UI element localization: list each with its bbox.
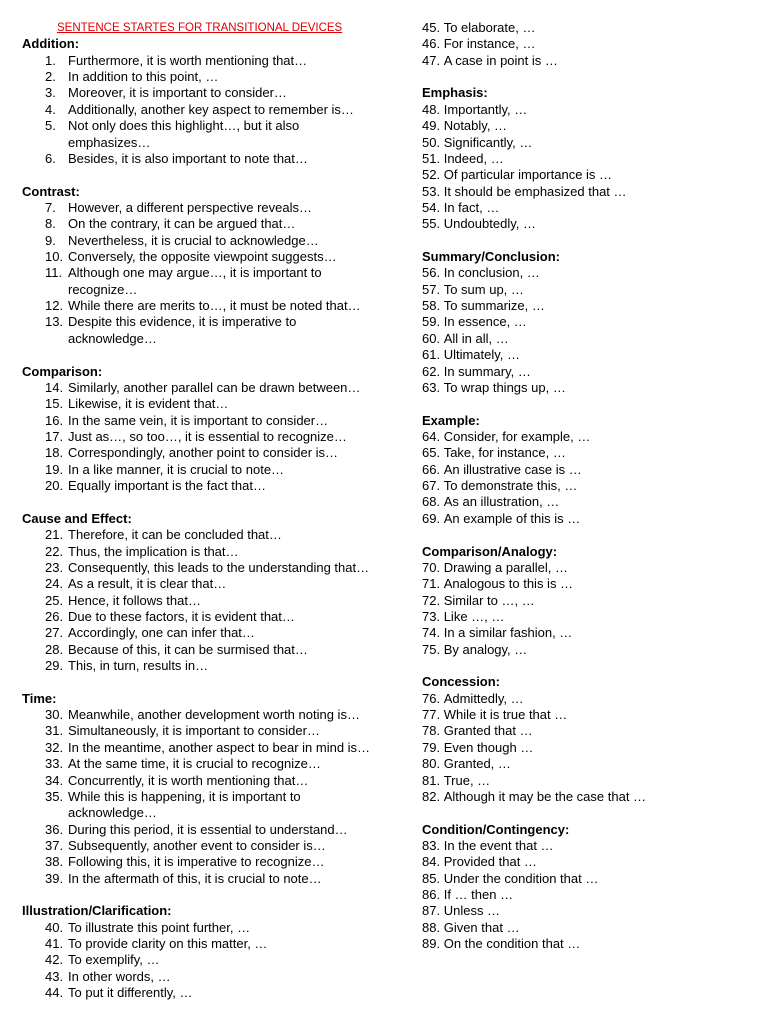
- item-number: 1.: [45, 52, 56, 68]
- list-item: [22, 429, 417, 445]
- section: [22, 903, 417, 1001]
- item-number: 52.: [422, 167, 441, 183]
- list-item: [422, 445, 752, 461]
- item-number: 67.: [422, 478, 441, 494]
- item-text: Additionally, another key aspect to remember is…: [68, 101, 354, 117]
- list-item: [422, 282, 752, 298]
- item-number: 71.: [422, 576, 441, 592]
- item-text: Of particular importance is …: [443, 167, 613, 183]
- item-text: Hence, it follows that…: [68, 592, 201, 608]
- item-number: 69.: [422, 510, 441, 526]
- item-text: While this is happening, it is important to acknowledge…: [68, 788, 301, 821]
- list-item: [22, 118, 417, 151]
- item-text: Equally important is the fact that…: [68, 478, 266, 494]
- item-number: 33.: [45, 756, 64, 772]
- item-number: 81.: [422, 772, 441, 788]
- list-item: [22, 544, 417, 560]
- item-text: Under the condition that …: [443, 870, 599, 886]
- item-number: 66.: [422, 461, 441, 477]
- item-text: It should be emphasized that …: [443, 183, 627, 199]
- list-item: [422, 593, 752, 609]
- section: [22, 691, 417, 887]
- item-number: 55.: [422, 216, 441, 232]
- list-item: [422, 887, 752, 903]
- item-text: In the aftermath of this, it is crucial to note…: [68, 870, 322, 886]
- item-number: 83.: [422, 837, 441, 853]
- item-text: Conversely, the opposite viewpoint suggests…: [68, 249, 337, 265]
- list-item: [422, 936, 752, 952]
- list-item: [422, 691, 752, 707]
- section: [22, 364, 417, 495]
- item-number: 6.: [45, 150, 56, 166]
- list-item: [422, 331, 752, 347]
- item-text: An illustrative case is …: [443, 461, 582, 477]
- item-text: In summary, …: [443, 363, 531, 379]
- item-number: 29.: [45, 658, 64, 674]
- item-number: 39.: [45, 870, 64, 886]
- list-item: [22, 380, 417, 396]
- item-number: 86.: [422, 887, 441, 903]
- item-number: 38.: [45, 854, 64, 870]
- item-text: To exemplify, …: [68, 952, 160, 968]
- list-item: [422, 364, 752, 380]
- item-text: During this period, it is essential to understand…: [68, 821, 348, 837]
- item-text: Nevertheless, it is crucial to acknowledge…: [68, 232, 319, 248]
- item-number: 78.: [422, 723, 441, 739]
- list-item: [422, 740, 752, 756]
- item-number: 2.: [45, 69, 56, 85]
- right-column: [422, 20, 752, 952]
- list-item: [422, 609, 752, 625]
- list-item: [22, 462, 417, 478]
- item-number: 4.: [45, 101, 56, 117]
- list-item: [422, 789, 752, 805]
- item-number: 40.: [45, 919, 64, 935]
- list-item: [422, 723, 752, 739]
- section-heading: Example:: [422, 412, 480, 428]
- list-item: [22, 625, 417, 641]
- list-item: [422, 920, 752, 936]
- list-item: [422, 642, 752, 658]
- list-item: [22, 609, 417, 625]
- item-number: 47.: [422, 52, 441, 68]
- item-number: 17.: [45, 428, 64, 444]
- item-number: 16.: [45, 412, 64, 428]
- section-heading: Emphasis:: [422, 85, 488, 101]
- item-text: Ultimately, …: [443, 347, 521, 363]
- list-item: [422, 53, 752, 69]
- section: [22, 511, 417, 675]
- item-text: To put it differently, …: [68, 985, 193, 1001]
- list-item: [422, 756, 752, 772]
- document-title: SENTENCE STARTES FOR TRANSITIONAL DEVICES: [57, 22, 343, 34]
- item-text: In addition to this point, …: [68, 69, 219, 85]
- section-heading: Concession:: [422, 674, 501, 690]
- item-text: Analogous to this is …: [443, 576, 574, 592]
- list-item: [22, 854, 417, 870]
- item-text: Correspondingly, another point to consider is…: [68, 445, 339, 461]
- item-number: 57.: [422, 281, 441, 297]
- list-item: [422, 871, 752, 887]
- section-heading: Cause and Effect:: [22, 510, 132, 526]
- item-number: 42.: [45, 952, 64, 968]
- item-text: Concurrently, it is worth mentioning that…: [68, 772, 309, 788]
- section-heading: Condition/Contingency:: [422, 821, 570, 837]
- item-text: Besides, it is also important to note that…: [68, 150, 308, 166]
- list-item: [22, 216, 417, 232]
- list-item: [22, 920, 417, 936]
- item-text: Just as…, so too…, it is essential to recognize…: [68, 428, 347, 444]
- section: [422, 85, 752, 232]
- section-heading: Time:: [22, 690, 57, 706]
- list-item: [22, 445, 417, 461]
- item-text: To demonstrate this, …: [443, 478, 578, 494]
- list-item: [22, 314, 417, 347]
- item-text: Admittedly, …: [443, 690, 524, 706]
- list-item: [22, 85, 417, 101]
- item-text: Unless …: [443, 903, 501, 919]
- item-number: 72.: [422, 592, 441, 608]
- list-item: [422, 560, 752, 576]
- item-number: 45.: [422, 20, 441, 35]
- item-number: 88.: [422, 919, 441, 935]
- list-item: [22, 789, 417, 822]
- item-number: 87.: [422, 903, 441, 919]
- item-text: Therefore, it can be concluded that…: [68, 527, 282, 543]
- item-text: However, a different perspective reveals…: [68, 199, 312, 215]
- list-item: [22, 560, 417, 576]
- list-item: [22, 265, 417, 298]
- item-number: 21.: [45, 527, 64, 543]
- item-number: 19.: [45, 461, 64, 477]
- left-column: [22, 20, 417, 1002]
- item-number: 12.: [45, 298, 64, 314]
- item-number: 73.: [422, 608, 441, 624]
- item-text: Consider, for example, …: [443, 428, 591, 444]
- item-number: 77.: [422, 707, 441, 723]
- item-number: 82.: [422, 788, 441, 804]
- item-text: True, …: [443, 772, 491, 788]
- item-text: Simultaneously, it is important to consider…: [68, 723, 320, 739]
- item-text: Given that …: [443, 919, 520, 935]
- list-item: [22, 658, 417, 674]
- list-item: [22, 249, 417, 265]
- item-text: In the meantime, another aspect to bear in mind is…: [68, 739, 371, 755]
- item-text: All in all, …: [443, 330, 509, 346]
- item-text: Subsequently, another event to consider is…: [68, 837, 326, 853]
- list-item: [22, 969, 417, 985]
- item-number: 37.: [45, 837, 64, 853]
- list-item: [22, 985, 417, 1001]
- item-text: Undoubtedly, …: [443, 216, 536, 232]
- item-number: 15.: [45, 396, 64, 412]
- list-item: [422, 478, 752, 494]
- list-item: [422, 118, 752, 134]
- item-number: 64.: [422, 428, 441, 444]
- list-item: [22, 298, 417, 314]
- item-number: 8.: [45, 216, 56, 232]
- item-number: 59.: [422, 314, 441, 330]
- list-item: [22, 527, 417, 543]
- list-item: [422, 576, 752, 592]
- item-text: Like …, …: [443, 608, 505, 624]
- list-item: [22, 151, 417, 167]
- item-text: As a result, it is clear that…: [68, 576, 227, 592]
- list-item: [22, 576, 417, 592]
- item-number: 62.: [422, 363, 441, 379]
- list-item: [422, 167, 752, 183]
- item-number: 14.: [45, 379, 64, 395]
- item-number: 68.: [422, 494, 441, 510]
- item-number: 65.: [422, 445, 441, 461]
- item-text: Provided that …: [443, 854, 537, 870]
- list-item: [22, 478, 417, 494]
- item-text: As an illustration, …: [443, 494, 560, 510]
- item-text: Even though …: [443, 739, 534, 755]
- item-text: To sum up, …: [443, 281, 524, 297]
- item-text: Because of this, it can be surmised that…: [68, 641, 308, 657]
- item-text: While there are merits to…, it must be noted that…: [68, 298, 361, 314]
- list-item: [422, 20, 752, 36]
- list-item: [422, 102, 752, 118]
- item-text: Drawing a parallel, …: [443, 559, 568, 575]
- list-item: [22, 838, 417, 854]
- item-number: 23.: [45, 559, 64, 575]
- list-item: [422, 135, 752, 151]
- section: [422, 249, 752, 396]
- item-number: 58.: [422, 298, 441, 314]
- item-text: Furthermore, it is worth mentioning that…: [68, 52, 308, 68]
- list-item: [22, 69, 417, 85]
- item-text: Meanwhile, another development worth noting is…: [68, 707, 360, 723]
- list-item: [422, 838, 752, 854]
- list-item: [22, 822, 417, 838]
- section-heading: Comparison/Analogy:: [422, 543, 558, 559]
- item-text: Similarly, another parallel can be drawn between…: [68, 379, 361, 395]
- list-item: [422, 314, 752, 330]
- item-text: In conclusion, …: [443, 265, 540, 281]
- item-text: A case in point is …: [443, 52, 558, 68]
- item-number: 18.: [45, 445, 64, 461]
- list-item: [422, 429, 752, 445]
- list-item: [422, 36, 752, 52]
- item-text: To summarize, …: [443, 298, 545, 314]
- item-number: 75.: [422, 641, 441, 657]
- item-text: To illustrate this point further, …: [68, 919, 251, 935]
- item-text: Not only does this highlight…, but it also emphasizes…: [68, 118, 300, 150]
- item-text: To wrap things up, …: [443, 379, 566, 395]
- list-item: [422, 380, 752, 396]
- list-item: [22, 952, 417, 968]
- item-text: In fact, …: [443, 199, 500, 215]
- item-number: 7.: [45, 199, 56, 215]
- item-text: Indeed, …: [443, 150, 504, 166]
- item-number: 41.: [45, 936, 64, 952]
- section: [422, 413, 752, 528]
- item-number: 84.: [422, 854, 441, 870]
- item-text: On the condition that …: [443, 936, 581, 952]
- item-text: Granted, …: [443, 756, 511, 772]
- list-item: [422, 511, 752, 527]
- list-item: [422, 265, 752, 281]
- item-number: 49.: [422, 118, 441, 134]
- item-number: 63.: [422, 379, 441, 395]
- list-item: [22, 102, 417, 118]
- item-number: 89.: [422, 936, 441, 952]
- item-number: 27.: [45, 625, 64, 641]
- item-number: 60.: [422, 330, 441, 346]
- item-number: 20.: [45, 478, 64, 494]
- item-number: 50.: [422, 134, 441, 150]
- list-item: [22, 593, 417, 609]
- item-number: 30.: [45, 707, 64, 723]
- item-number: 44.: [45, 985, 64, 1001]
- item-number: 36.: [45, 821, 64, 837]
- item-text: For instance, …: [443, 36, 536, 52]
- item-text: In the event that …: [443, 837, 554, 853]
- item-text: Similar to …, …: [443, 592, 535, 608]
- item-text: Thus, the implication is that…: [68, 543, 239, 559]
- item-text: In a similar fashion, …: [443, 625, 573, 641]
- list-item: [422, 903, 752, 919]
- item-number: 85.: [422, 870, 441, 886]
- item-number: 53.: [422, 183, 441, 199]
- item-text: Notably, …: [443, 118, 508, 134]
- item-number: 11.: [45, 265, 63, 281]
- section: [422, 20, 752, 69]
- item-text: Although it may be the case that …: [443, 788, 647, 804]
- list-item: [22, 756, 417, 772]
- section: [422, 544, 752, 659]
- section-heading: Illustration/Clarification:: [22, 903, 172, 919]
- list-item: [22, 936, 417, 952]
- item-number: 43.: [45, 968, 64, 984]
- item-number: 10.: [45, 249, 64, 265]
- item-number: 34.: [45, 772, 64, 788]
- list-item: [22, 200, 417, 216]
- section-heading: Addition:: [22, 36, 80, 52]
- item-text: In a like manner, it is crucial to note…: [68, 461, 285, 477]
- list-item: [422, 625, 752, 641]
- list-item: [22, 396, 417, 412]
- item-text: In the same vein, it is important to consider…: [68, 412, 329, 428]
- section-heading: Comparison:: [22, 363, 103, 379]
- list-item: [22, 53, 417, 69]
- item-text: Following this, it is imperative to recognize…: [68, 854, 325, 870]
- section: [22, 184, 417, 348]
- list-item: [422, 494, 752, 510]
- item-number: 32.: [45, 739, 64, 755]
- list-item: [422, 773, 752, 789]
- section: [22, 36, 417, 167]
- item-number: 76.: [422, 690, 441, 706]
- item-text: Moreover, it is important to consider…: [68, 85, 287, 101]
- item-text: At the same time, it is crucial to recognize…: [68, 756, 321, 772]
- item-text: Consequently, this leads to the understanding that…: [68, 559, 370, 575]
- list-item: [22, 871, 417, 887]
- list-item: [22, 233, 417, 249]
- item-number: 74.: [422, 625, 441, 641]
- item-number: 61.: [422, 347, 441, 363]
- item-text: Significantly, …: [443, 134, 533, 150]
- item-text: Likewise, it is evident that…: [68, 396, 229, 412]
- item-text: Although one may argue…, it is important to recognize…: [68, 265, 322, 297]
- item-number: 13.: [45, 314, 64, 330]
- item-text: By analogy, …: [443, 641, 528, 657]
- item-number: 35.: [45, 788, 64, 804]
- list-item: [422, 200, 752, 216]
- list-item: [422, 298, 752, 314]
- item-number: 28.: [45, 641, 64, 657]
- item-text: In other words, …: [68, 968, 171, 984]
- item-number: 48.: [422, 101, 441, 117]
- list-item: [22, 642, 417, 658]
- item-number: 56.: [422, 265, 441, 281]
- item-number: 51.: [422, 150, 441, 166]
- item-text: This, in turn, results in…: [68, 658, 209, 674]
- item-text: To elaborate, …: [443, 20, 536, 35]
- item-text: Accordingly, one can infer that…: [68, 625, 255, 641]
- item-number: 26.: [45, 608, 64, 624]
- list-item: [422, 462, 752, 478]
- list-item: [422, 151, 752, 167]
- item-number: 9.: [45, 232, 56, 248]
- item-text: To provide clarity on this matter, …: [68, 936, 268, 952]
- item-number: 54.: [422, 199, 441, 215]
- list-item: [422, 347, 752, 363]
- item-text: Take, for instance, …: [443, 445, 566, 461]
- item-number: 70.: [422, 559, 441, 575]
- item-number: 46.: [422, 36, 441, 52]
- section-heading: Contrast:: [22, 183, 80, 199]
- item-number: 25.: [45, 592, 64, 608]
- list-item: [22, 413, 417, 429]
- item-text: While it is true that …: [443, 707, 568, 723]
- item-text: Importantly, …: [443, 101, 528, 117]
- item-number: 3.: [45, 85, 56, 101]
- item-text: Due to these factors, it is evident that…: [68, 608, 295, 624]
- list-item: [422, 707, 752, 723]
- item-text: Granted that …: [443, 723, 533, 739]
- list-item: [22, 740, 417, 756]
- item-text: If … then …: [443, 887, 514, 903]
- item-number: 80.: [422, 756, 441, 772]
- item-text: An example of this is …: [443, 510, 581, 526]
- item-number: 24.: [45, 576, 64, 592]
- item-number: 31.: [45, 723, 64, 739]
- section: [422, 822, 752, 953]
- item-number: 79.: [422, 739, 441, 755]
- item-number: 5.: [45, 118, 56, 134]
- item-text: In essence, …: [443, 314, 527, 330]
- section: [422, 674, 752, 805]
- list-item: [422, 216, 752, 232]
- section-heading: Summary/Conclusion:: [422, 249, 560, 265]
- list-item: [22, 723, 417, 739]
- item-text: Despite this evidence, it is imperative to acknowledge…: [68, 314, 297, 346]
- item-number: 22.: [45, 543, 64, 559]
- list-item: [22, 773, 417, 789]
- item-text: On the contrary, it can be argued that…: [68, 216, 296, 232]
- list-item: [422, 854, 752, 870]
- list-item: [422, 184, 752, 200]
- list-item: [22, 707, 417, 723]
